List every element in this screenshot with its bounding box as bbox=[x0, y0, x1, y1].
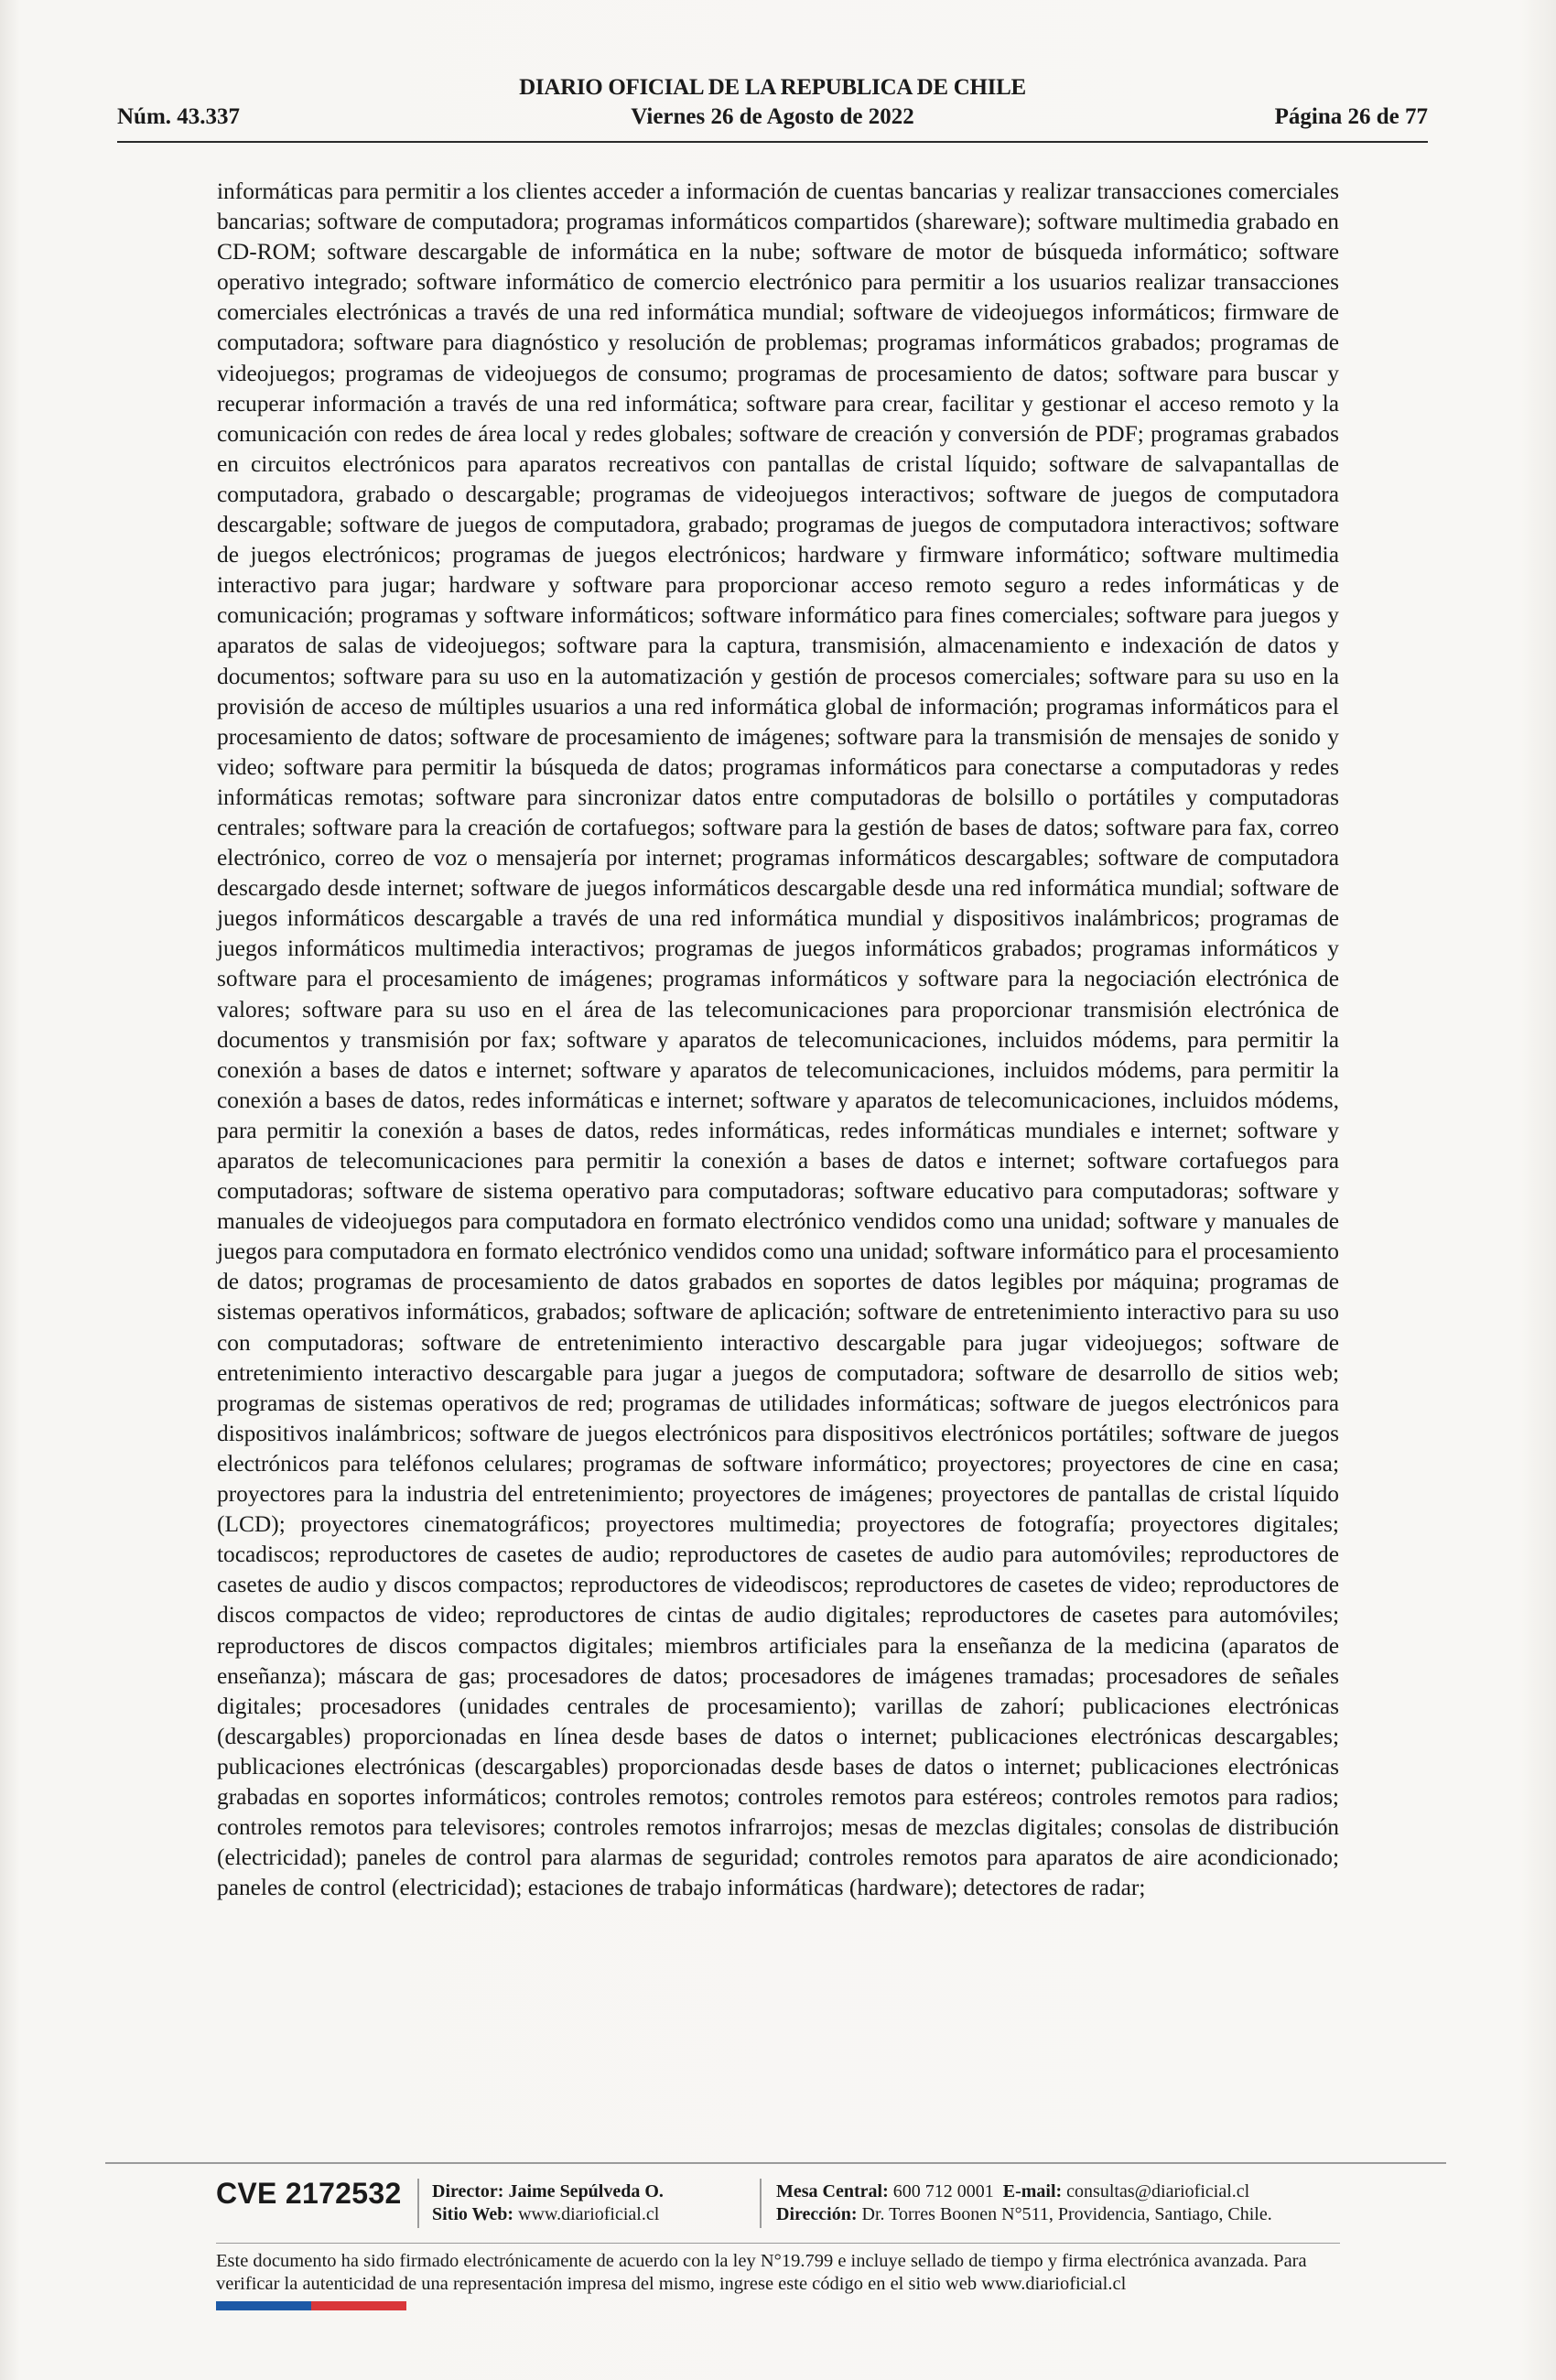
footer-director-block bbox=[432, 2180, 664, 2226]
email-link[interactable]: consultas@diarioficial.cl bbox=[1066, 2181, 1250, 2202]
address-line bbox=[776, 2203, 1272, 2226]
legal-divider bbox=[216, 2243, 1340, 2244]
phone-number: 600 712 0001 bbox=[892, 2181, 994, 2202]
header-divider bbox=[117, 141, 1428, 143]
body-paragraph: informáticas para permitir a los clientes acceder a información de cuentas bancarias y realizar transacciones comerciales bancarias; software de computadora; programas informáticos compartidos (shareware); software multimedia grabado en CD-ROM; software descargable de informática en la nube; software de motor de búsqueda informático; software operativo integrado; software informático de comercio electrónico para permitir a los usuarios realizar transacciones comerciales electrónicas a través de una red informática mundial; software de videojuegos informáticos; firmware de computadora; software para diagnóstico y resolución de problemas; programas informáticos grabados; programas de videojuegos; programas de videojuegos de consumo; programas de procesamiento de datos; software para buscar y recuperar información a través de una red informática; software para crear, facilitar y gestionar el acceso remoto y la comunicación con redes de área local y redes globales; software de creación y conversión de PDF; programas grabados en circuitos electrónicos para aparatos recreativos con pantallas de cristal líquido; software de salvapantallas de computadora, grabado o descargable; programas de videojuegos interactivos; software de juegos de computadora descargable; software de juegos de computadora, grabado; programas de juegos de computadora interactivos; software de juegos electrónicos; programas de juegos electrónicos; hardware y firmware informático; software multimedia interactivo para jugar; hardware y software para proporcionar acceso remoto seguro a redes informáticas y de comunicación; programas y software informáticos; software informático para fines comerciales; software para juegos y aparatos de salas de videojuegos; software para la captura, transmisión, almacenamiento e indexación de datos y documentos; software para su uso en la automatización y gestión de procesos comerciales; software para su uso en la provisión de acceso de múltiples usuarios a una red informática global de información; programas informáticos para el procesamiento de datos; software de procesamiento de imágenes; software para la transmisión de mensajes de sonido y video; software para permitir la búsqueda de datos; programas informáticos para conectarse a computadoras y redes informáticas remotas; software para sincronizar datos entre computadoras de bolsillo o portátiles y computadoras centrales; software para la creación de cortafuegos; software para la gestión de bases de datos; software para fax, correo electrónico, correo de voz o mensajería por internet; programas informáticos descargables; software de computadora descargado desde internet; software de juegos informáticos descargable desde una red informática mundial; software de juegos informáticos descargable a través de una red informática mundial y dispositivos inalámbricos; programas de juegos informáticos multimedia interactivos; programas de juegos informáticos grabados; programas informáticos y software para el procesamiento de imágenes; programas informáticos y software para la negociación electrónica de valores; software para su uso en el área de las telecomunicaciones para proporcionar transmisión electrónica de documentos y transmisión por fax; software y aparatos de telecomunicaciones, incluidos módems, para permitir la conexión a bases de datos e internet; software y aparatos de telecomunicaciones, incluidos módems, para permitir la conexión a bases de datos, redes informáticas e internet; software y aparatos de telecomunicaciones, incluidos módems, para permitir la conexión a bases de datos, redes informáticas, redes informáticas mundiales e internet; software y aparatos de telecomunicaciones para permitir la conexión a bases de datos e internet; software cortafuegos para computadoras; software de sistema operativo para computadoras; software educativo para computadoras; software y manuales de videojuegos para computadora en formato electrónico vendidos como una unidad; software y manuales de juegos para computadora en formato electrónico vendidos como una unidad; software informático para el procesamiento de datos; programas de procesamiento de datos grabados en soportes de datos legibles por máquina; programas de sistemas operativos informáticos, grabados; software de aplicación; software de entretenimiento interactivo para su uso con computadoras; software de entretenimiento interactivo descargable para jugar videojuegos; software de entretenimiento interactivo descargable para jugar a juegos de computadora; software de desarrollo de sitios web; programas de sistemas operativos de red; programas de utilidades informáticas; software de juegos electrónicos para dispositivos inalámbricos; software de juegos electrónicos para dispositivos electrónicos portátiles; software de juegos electrónicos para teléfonos celulares; programas de software informático; proyectores; proyectores de cine en casa; proyectores para la industria del entretenimiento; proyectores de imágenes; proyectores de pantallas de cristal líquido (LCD); proyectores cinematográficos; proyectores multimedia; proyectores de fotografía; proyectores digitales; tocadiscos; reproductores de casetes de audio; reproductores de casetes de audio para automóviles; reproductores de casetes de audio y discos compactos; reproductores de videodiscos; reproductores de casetes de video; reproductores de discos compactos de video; reproductores de cintas de audio digitales; reproductores de casetes para automóviles; reproductores de discos compactos digitales; miembros artificiales para la enseñanza de la medicina (aparatos de enseñanza); máscara de gas; procesadores de datos; procesadores de imágenes tramadas; procesadores de señales digitales; procesadores (unidades centrales de procesamiento); varillas de zahorí; publicaciones electrónicas (descargables) proporcionadas en línea desde bases de datos o internet; publicaciones electrónicas descargables; publicaciones electrónicas (descargables) proporcionadas desde bases de datos o internet; publicaciones electrónicas grabadas en soportes informáticos; controles remotos; controles remotos para estéreos; controles remotos para radios; controles remotos para televisores; controles remotos infrarrojos; mesas de mezclas digitales; consolas de distribución (electricidad); paneles de control para alarmas de seguridad; controles remotos para aparatos de aire acondicionado; paneles de control (electricidad); estaciones de trabajo informáticas (hardware); detectores de radar; bbox=[217, 178, 1339, 1901]
issue-date: Viernes 26 de Agosto de 2022 bbox=[631, 104, 914, 129]
header-meta-row bbox=[117, 104, 1428, 135]
email-label: E-mail: bbox=[1002, 2181, 1063, 2202]
footer-divider bbox=[105, 2162, 1446, 2164]
page-header bbox=[117, 75, 1428, 145]
footer-contact-block bbox=[776, 2180, 1272, 2226]
cve-code: CVE 2172532 bbox=[216, 2177, 402, 2210]
footer-separator bbox=[760, 2179, 762, 2228]
publication-title: DIARIO OFICIAL DE LA REPUBLICA DE CHILE bbox=[519, 75, 1026, 100]
director-name: Jaime Sepúlveda O. bbox=[508, 2181, 664, 2202]
page-number: Página 26 de 77 bbox=[1274, 104, 1428, 129]
flag-bar-red bbox=[311, 2301, 406, 2310]
phone-label: Mesa Central: bbox=[776, 2181, 889, 2202]
director-label: Director: bbox=[432, 2181, 504, 2202]
website-line bbox=[432, 2203, 664, 2226]
website-label: Sitio Web: bbox=[432, 2204, 514, 2224]
flag-bar-blue bbox=[216, 2301, 311, 2310]
address-text: Dr. Torres Boonen N°511, Providencia, Santiago, Chile. bbox=[861, 2204, 1272, 2224]
address-label: Dirección: bbox=[776, 2204, 858, 2224]
legal-notice: Este documento ha sido firmado electrónicamente de acuerdo con la ley N°19.799 e incluye sellado de tiempo y firma electrónica avanzada. Para verificar la autenticidad de una representación impresa del mismo, ingrese este código en el sitio web www.diarioficial.cl bbox=[216, 2251, 1307, 2294]
contact-line bbox=[776, 2180, 1272, 2203]
website-link[interactable]: www.diarioficial.cl bbox=[518, 2204, 660, 2224]
director-line bbox=[432, 2180, 664, 2203]
issue-number: Núm. 43.337 bbox=[117, 104, 241, 129]
footer-separator bbox=[417, 2179, 419, 2228]
